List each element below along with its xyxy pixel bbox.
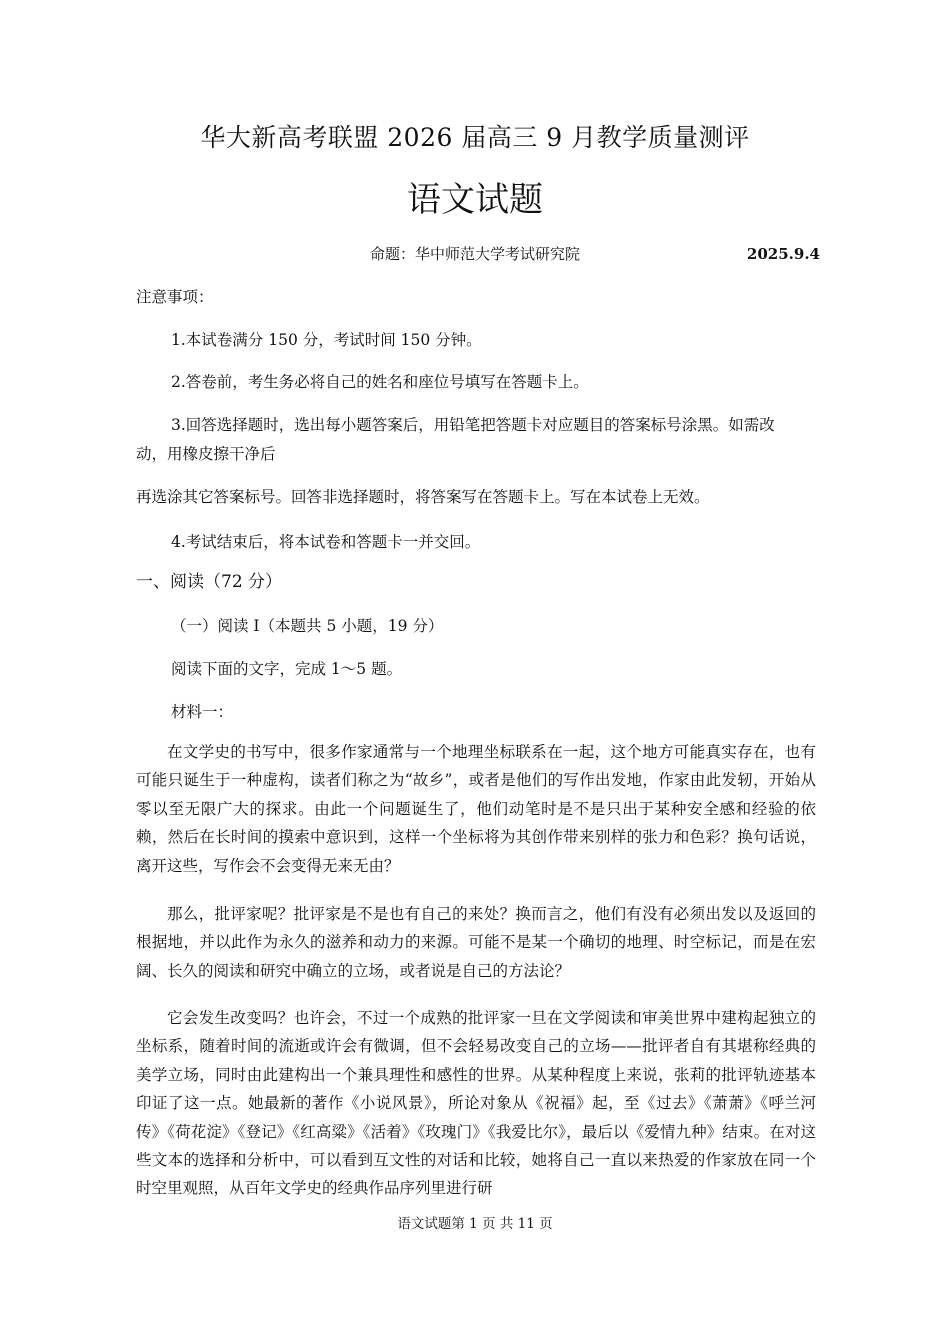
notice-item-2: 2.答卷前，考生务必将自己的姓名和座位号填写在答题卡上。 <box>171 373 589 391</box>
notice-heading: 注意事项： <box>136 288 214 306</box>
instruction: 阅读下面的文字，完成 1～5 题。 <box>171 660 403 678</box>
exam-title: 华大新高考联盟 2026 届高三 9 月教学质量测评 <box>200 123 750 152</box>
sub-section-heading: （一）阅读 I（本题共 5 小题，19 分） <box>171 617 444 635</box>
paragraph-1: 在文学史的书写中，很多作家通常与一个地理坐标联系在一起，这个地方可能真实存在，也有可能只诞生于一种虚构，读者们称之为“故乡”，或者是他们的写作出发地，作家由此发轫，开始从零以至无限广大的探求。由此一个问题诞生了，他们动笔时是不是只出于某种安全感和经验的依赖，然后在长时间的摸索中意识到，这样一个坐标将为其创作带来别样的张力和色彩？换句话说，离开这些，写作会不会变得无来无由？ <box>136 743 816 875</box>
subject-title: 语文试题 <box>407 180 543 220</box>
exam-date: 2025.9.4 <box>746 245 820 263</box>
notice-item-3-cont2: 再选涂其它答案标号。回答非选择题时，将答案写在答题卡上。写在本试卷上无效。 <box>136 488 710 506</box>
page-footer: 语文试题第 1 页 共 11 页 <box>397 1216 553 1232</box>
notice-item-1: 1.本试卷满分 150 分，考试时间 150 分钟。 <box>171 331 482 349</box>
notice-item-4: 4.考试结束后，将本试卷和答题卡一并交回。 <box>171 533 481 551</box>
notice-item-3-cont: 动，用橡皮擦干净后 <box>136 445 276 463</box>
paragraph-2: 那么，批评家呢？批评家是不是也有自己的来处？换而言之，他们有没有必须出发以及返回的根据地，并以此作为永久的滋养和动力的来源。可能不是某一个确切的地理、时空标记，而是在宏阔、长久的阅读和研究中确立的立场，或者说是自己的方法论？ <box>136 905 816 980</box>
material-label: 材料一： <box>171 703 234 721</box>
paragraph-3: 它会发生改变吗？也许会，不过一个成熟的批评家一旦在文学阅读和审美世界中建构起独立的坐标系，随着时间的流逝或许会有微调，但不会轻易改变自己的立场——批评者自有其堪称经典的美学立场，同时由此建构出一个兼具理性和感性的世界。从某种程度上来说，张莉的批评轨迹基本印证了这一点。她最新的著作《小说风景》，所论对象从《祝福》起，至《过去》《萧萧》《呼兰河传》《荷花淀》《登记》《红高粱》《活着》《玫瑰门》《我爱比尔》，最后以《爱情九种》结束。在对这些文本的选择和分析中，可以看到互文性的对话和比较，她将自己一直以来热爱的作家放在同一个时空里观照，从百年文学史的经典作品序列里进行研 <box>136 1009 816 1198</box>
section-heading: 一、阅读（72 分） <box>136 572 283 592</box>
notice-item-3: 3.回答选择题时，选出每小题答案后，用铅笔把答题卡对应题目的答案标号涂黑。如需改 <box>171 416 775 434</box>
byline: 命题：华中师范大学考试研究院 <box>369 245 580 263</box>
